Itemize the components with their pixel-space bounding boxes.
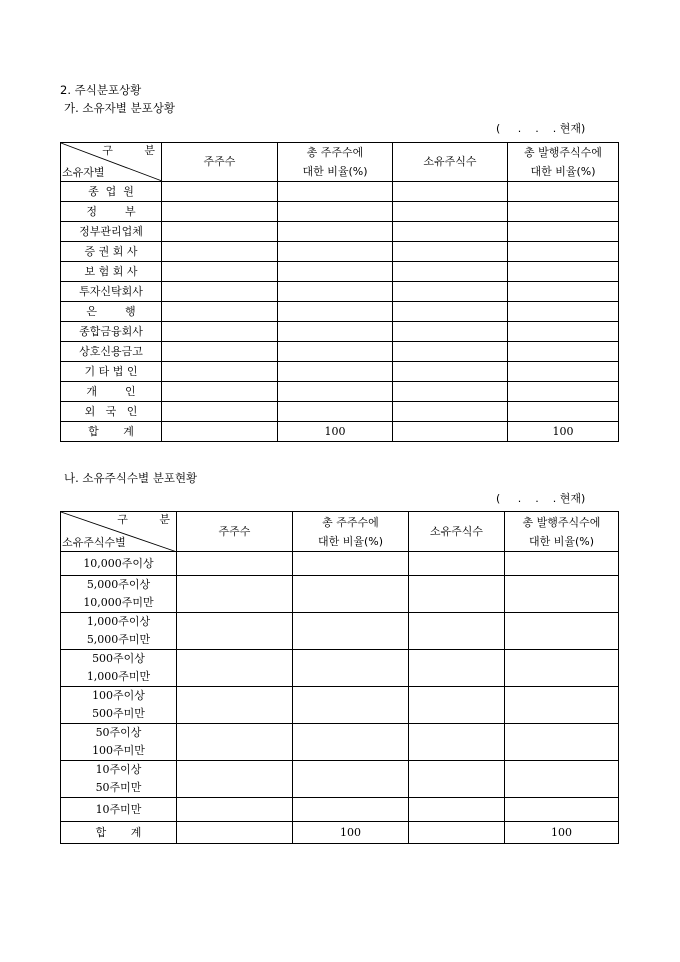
share-ratio-cell bbox=[505, 724, 619, 761]
holder-ratio-cell bbox=[278, 322, 393, 342]
corner-category-label: 구 분 bbox=[102, 144, 169, 157]
share-size-distribution-table bbox=[60, 511, 619, 844]
holders-cell bbox=[177, 761, 293, 798]
owner-distribution-table bbox=[60, 142, 619, 442]
share-ratio-cell bbox=[508, 302, 619, 322]
row-label-line: 100주미만 bbox=[92, 744, 145, 757]
row-label: 종 업 원 bbox=[61, 182, 162, 202]
row-label-line: 50주미만 bbox=[95, 781, 142, 794]
row-label: 정부관리업체 bbox=[61, 222, 162, 242]
row-label bbox=[61, 576, 177, 613]
table-row bbox=[61, 242, 619, 262]
shares-cell bbox=[393, 262, 508, 282]
holders-cell bbox=[162, 242, 278, 262]
date-label-a: ( . . . 현재) bbox=[496, 122, 586, 135]
total-row bbox=[61, 822, 619, 844]
header-corner-cell bbox=[61, 512, 184, 552]
total-label: 합 계 bbox=[61, 822, 177, 844]
row-label bbox=[61, 761, 177, 798]
table-row bbox=[61, 761, 619, 798]
holders-cell bbox=[177, 650, 293, 687]
row-label: 증 권 회 사 bbox=[61, 242, 162, 262]
holders-cell bbox=[162, 322, 278, 342]
shares-cell bbox=[393, 182, 508, 202]
share-ratio-cell bbox=[505, 552, 619, 576]
header-corner-cell bbox=[61, 143, 169, 182]
holder-ratio-cell bbox=[278, 242, 393, 262]
shares-cell bbox=[409, 552, 505, 576]
subsection-a-title: 가. 소유자별 분포상황 bbox=[64, 101, 175, 115]
table-row bbox=[61, 382, 619, 402]
table-row bbox=[61, 202, 619, 222]
row-label: 외 국 인 bbox=[61, 402, 162, 422]
row-label-line: 500주이상 bbox=[92, 652, 145, 665]
row-label bbox=[61, 798, 177, 822]
holders-cell bbox=[162, 382, 278, 402]
holders-cell bbox=[177, 576, 293, 613]
shares-cell bbox=[409, 687, 505, 724]
table-header-row bbox=[61, 143, 619, 182]
row-label: 투자신탁회사 bbox=[61, 282, 162, 302]
holder-ratio-cell bbox=[278, 222, 393, 242]
share-ratio-cell bbox=[505, 650, 619, 687]
row-label-line: 50주이상 bbox=[95, 726, 142, 739]
share-ratio-cell bbox=[508, 282, 619, 302]
corner-category-label: 구 분 bbox=[117, 513, 184, 526]
shares-cell bbox=[409, 761, 505, 798]
share-ratio-cell bbox=[508, 222, 619, 242]
shares-cell bbox=[393, 402, 508, 422]
holders-cell bbox=[177, 613, 293, 650]
shares-cell bbox=[393, 342, 508, 362]
table-row bbox=[61, 342, 619, 362]
row-label-line: 10주이상 bbox=[95, 763, 142, 776]
col-header-share-ratio: 총 발행주식수에 대한 비율(%) bbox=[505, 512, 619, 552]
total-holders-cell bbox=[162, 422, 278, 442]
shares-cell bbox=[409, 724, 505, 761]
share-ratio-cell bbox=[505, 613, 619, 650]
holder-ratio-cell bbox=[293, 650, 409, 687]
holder-ratio-cell bbox=[278, 282, 393, 302]
row-label: 보 험 회 사 bbox=[61, 262, 162, 282]
holder-ratio-cell bbox=[278, 342, 393, 362]
table-row bbox=[61, 282, 619, 302]
row-label-line: 500주미만 bbox=[92, 707, 145, 720]
table-row bbox=[61, 576, 619, 613]
row-label: 정 부 bbox=[61, 202, 162, 222]
corner-owner-label: 소유자별 bbox=[62, 166, 105, 179]
shares-cell bbox=[409, 650, 505, 687]
shares-cell bbox=[393, 242, 508, 262]
holder-ratio-cell bbox=[278, 362, 393, 382]
table-row bbox=[61, 798, 619, 822]
holders-cell bbox=[177, 687, 293, 724]
holders-cell bbox=[162, 282, 278, 302]
total-holder-ratio: 100 bbox=[293, 822, 409, 844]
holders-cell bbox=[177, 724, 293, 761]
total-share-ratio: 100 bbox=[508, 422, 619, 442]
holder-ratio-cell bbox=[278, 302, 393, 322]
col-header-holder-ratio: 총 주주수에 대한 비율(%) bbox=[293, 512, 409, 552]
row-label-line: 10,000주미만 bbox=[83, 596, 154, 609]
row-label-line: 5,000주이상 bbox=[86, 578, 151, 591]
holders-cell bbox=[162, 362, 278, 382]
row-label: 기 타 법 인 bbox=[61, 362, 162, 382]
holders-cell bbox=[162, 182, 278, 202]
total-label: 합 계 bbox=[61, 422, 162, 442]
subsection-b-title: 나. 소유주식수별 분포현황 bbox=[64, 471, 198, 485]
holders-cell bbox=[162, 202, 278, 222]
col-header-share-ratio: 총 발행주식수에 대한 비율(%) bbox=[508, 143, 619, 182]
row-label-line: 1,000주이상 bbox=[86, 615, 151, 628]
share-ratio-cell bbox=[508, 402, 619, 422]
col-header-holder-ratio: 총 주주수에 대한 비율(%) bbox=[278, 143, 393, 182]
holders-cell bbox=[177, 798, 293, 822]
holder-ratio-cell bbox=[293, 687, 409, 724]
row-label: 상호신용금고 bbox=[61, 342, 162, 362]
row-label-line: 10,000주이상 bbox=[83, 556, 154, 570]
row-label: 개 인 bbox=[61, 382, 162, 402]
holder-ratio-cell bbox=[293, 798, 409, 822]
col-header-shares: 소유주식수 bbox=[409, 512, 505, 552]
total-holder-ratio: 100 bbox=[278, 422, 393, 442]
share-ratio-cell bbox=[505, 798, 619, 822]
table-row bbox=[61, 552, 619, 576]
total-shares-cell bbox=[393, 422, 508, 442]
section-title: 2. 주식분포상황 bbox=[60, 83, 142, 97]
row-label-line: 5,000주미만 bbox=[86, 633, 151, 646]
holder-ratio-cell bbox=[278, 402, 393, 422]
share-ratio-cell bbox=[508, 262, 619, 282]
row-label-line: 100주이상 bbox=[92, 689, 145, 702]
row-label bbox=[61, 724, 177, 761]
table-row bbox=[61, 302, 619, 322]
row-label bbox=[61, 687, 177, 724]
share-ratio-cell bbox=[505, 687, 619, 724]
row-label bbox=[61, 613, 177, 650]
holder-ratio-cell bbox=[293, 761, 409, 798]
table-row bbox=[61, 262, 619, 282]
share-ratio-cell bbox=[505, 761, 619, 798]
holder-ratio-cell bbox=[293, 724, 409, 761]
corner-share-size-label: 소유주식수별 bbox=[62, 536, 126, 549]
holders-cell bbox=[177, 552, 293, 576]
share-ratio-cell bbox=[508, 182, 619, 202]
holder-ratio-cell bbox=[278, 202, 393, 222]
row-label: 종합금융회사 bbox=[61, 322, 162, 342]
holder-ratio-cell bbox=[293, 552, 409, 576]
table-row bbox=[61, 724, 619, 761]
holder-ratio-cell bbox=[278, 382, 393, 402]
col-header-holders: 주주수 bbox=[162, 143, 278, 182]
total-row bbox=[61, 422, 619, 442]
holders-cell bbox=[162, 342, 278, 362]
total-shares-cell bbox=[409, 822, 505, 844]
holder-ratio-cell bbox=[293, 613, 409, 650]
share-ratio-cell bbox=[508, 382, 619, 402]
shares-cell bbox=[393, 302, 508, 322]
holders-cell bbox=[162, 402, 278, 422]
col-header-shares: 소유주식수 bbox=[393, 143, 508, 182]
date-label-b: ( . . . 현재) bbox=[496, 492, 586, 505]
table-row bbox=[61, 362, 619, 382]
share-ratio-cell bbox=[508, 342, 619, 362]
table-row bbox=[61, 182, 619, 202]
row-label-line: 10주미만 bbox=[95, 802, 142, 816]
holders-cell bbox=[162, 262, 278, 282]
share-ratio-cell bbox=[508, 322, 619, 342]
share-ratio-cell bbox=[508, 242, 619, 262]
row-label bbox=[61, 650, 177, 687]
shares-cell bbox=[393, 202, 508, 222]
shares-cell bbox=[393, 282, 508, 302]
table-row bbox=[61, 222, 619, 242]
table-row bbox=[61, 650, 619, 687]
row-label: 은 행 bbox=[61, 302, 162, 322]
row-label-line: 1,000주미만 bbox=[86, 670, 151, 683]
col-header-holders: 주주수 bbox=[177, 512, 293, 552]
table-header-row bbox=[61, 512, 619, 552]
shares-cell bbox=[409, 798, 505, 822]
table-row bbox=[61, 613, 619, 650]
table-row bbox=[61, 687, 619, 724]
share-ratio-cell bbox=[508, 362, 619, 382]
shares-cell bbox=[409, 576, 505, 613]
holders-cell bbox=[162, 222, 278, 242]
total-share-ratio: 100 bbox=[505, 822, 619, 844]
shares-cell bbox=[409, 613, 505, 650]
shares-cell bbox=[393, 222, 508, 242]
table-row bbox=[61, 402, 619, 422]
holder-ratio-cell bbox=[278, 262, 393, 282]
share-ratio-cell bbox=[505, 576, 619, 613]
row-label bbox=[61, 552, 177, 576]
shares-cell bbox=[393, 362, 508, 382]
table-row bbox=[61, 322, 619, 342]
shares-cell bbox=[393, 382, 508, 402]
total-holders-cell bbox=[177, 822, 293, 844]
holder-ratio-cell bbox=[278, 182, 393, 202]
holder-ratio-cell bbox=[293, 576, 409, 613]
holders-cell bbox=[162, 302, 278, 322]
shares-cell bbox=[393, 322, 508, 342]
share-ratio-cell bbox=[508, 202, 619, 222]
